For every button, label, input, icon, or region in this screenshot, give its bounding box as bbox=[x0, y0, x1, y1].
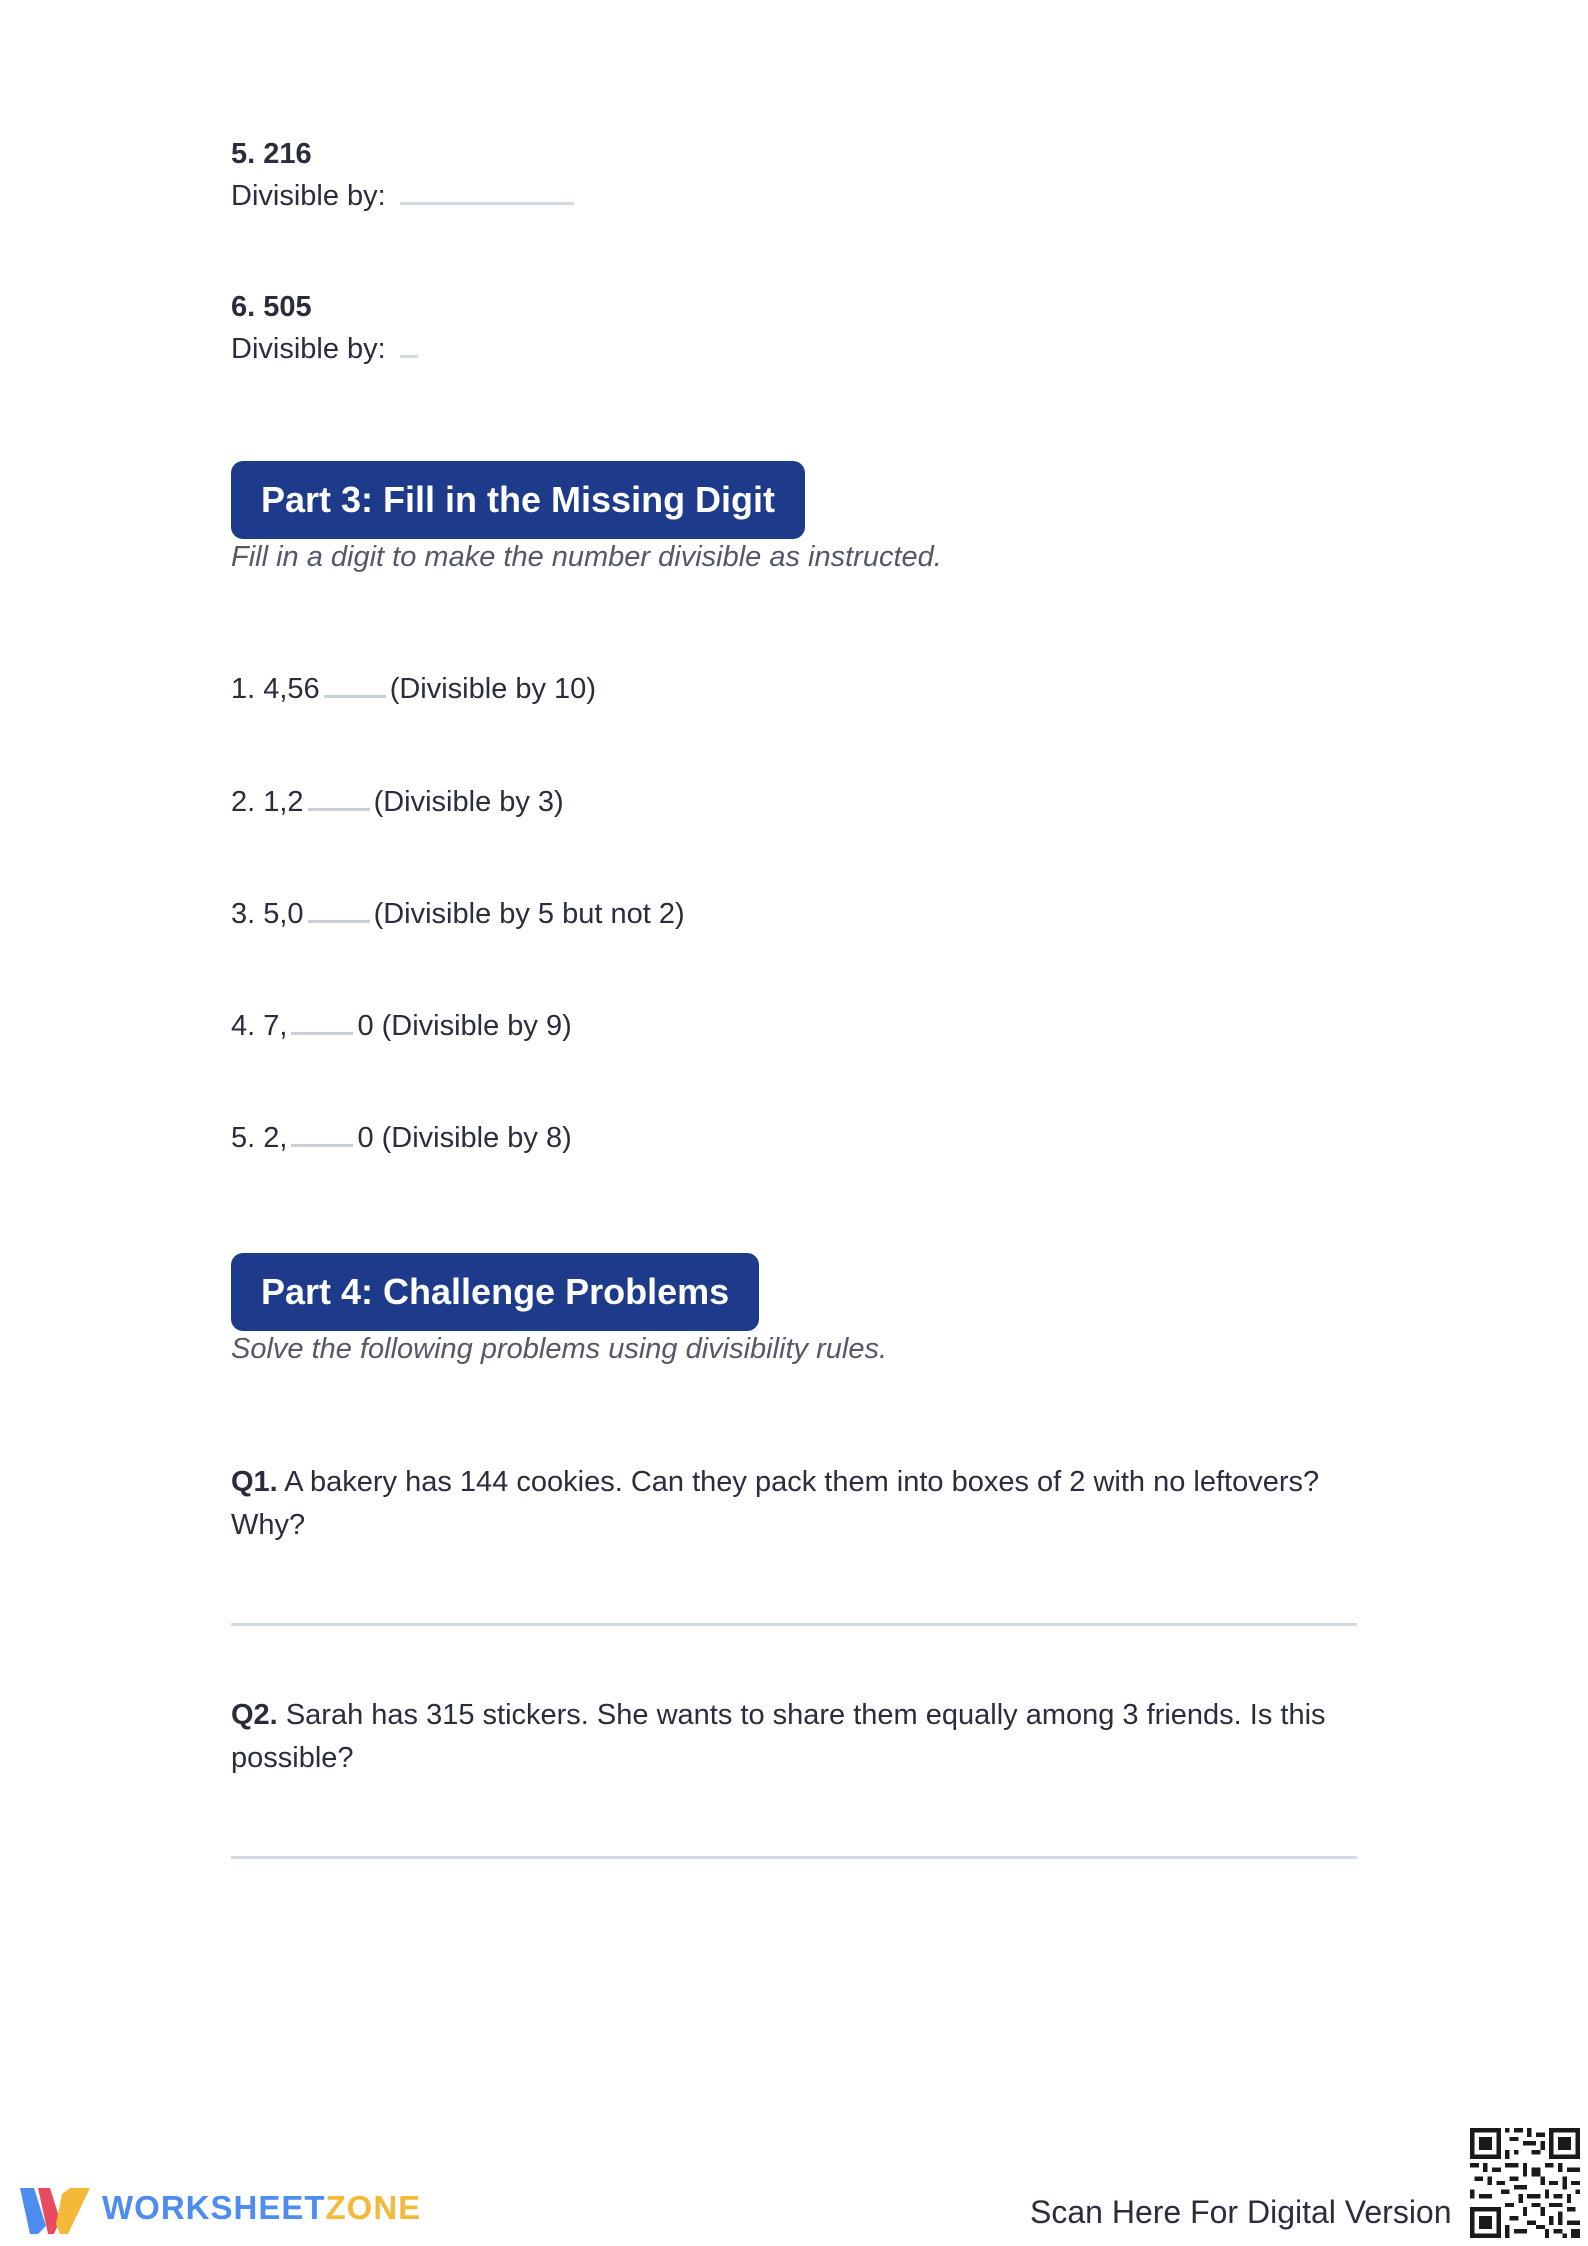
part3-item-2-before: 2. 1,2 bbox=[231, 786, 304, 818]
part3-title-badge: Part 3: Fill in the Missing Digit bbox=[231, 461, 805, 539]
part4-subtitle: Solve the following problems using divisibility rules. bbox=[231, 1333, 888, 1365]
item-6-number: 6. 505 bbox=[231, 291, 312, 323]
part3-item-1-after: (Divisible by 10) bbox=[389, 673, 596, 705]
worksheetzone-logo bbox=[18, 2180, 421, 2236]
part3-item-5 bbox=[231, 1122, 572, 1155]
worksheetzone-w-logo-icon bbox=[18, 2180, 92, 2236]
part3-item-2 bbox=[231, 786, 564, 819]
scan-here-text: Scan Here For Digital Version bbox=[1030, 2194, 1452, 2230]
part3-item-3 bbox=[231, 898, 685, 931]
brand-part1: WORKSHEET bbox=[102, 2189, 326, 2226]
item-5-label-row bbox=[231, 180, 574, 213]
part3-item-4-after: 0 (Divisible by 9) bbox=[357, 1010, 572, 1042]
question-1-label: Q1. bbox=[231, 1466, 278, 1498]
question-1-text: A bakery has 144 cookies. Can they pack them into boxes of 2 with no leftovers? Why? bbox=[231, 1466, 1320, 1541]
brand-part2: ZONE bbox=[325, 2189, 422, 2226]
part3-item-4-before: 4. 7, bbox=[231, 1010, 288, 1042]
item-5-number: 5. 216 bbox=[231, 138, 312, 170]
part3-item-1-blank[interactable] bbox=[324, 694, 386, 698]
part3-item-1-before: 1. 4,56 bbox=[231, 673, 320, 705]
part3-item-5-after: 0 (Divisible by 8) bbox=[357, 1122, 572, 1154]
part3-subtitle: Fill in a digit to make the number divisible as instructed. bbox=[231, 541, 942, 573]
part4-title-badge: Part 4: Challenge Problems bbox=[231, 1253, 759, 1331]
part3-item-2-after: (Divisible by 3) bbox=[373, 786, 564, 818]
part3-item-3-after: (Divisible by 5 but not 2) bbox=[373, 898, 685, 930]
part3-item-4 bbox=[231, 1010, 572, 1043]
part3-item-3-blank[interactable] bbox=[308, 919, 370, 923]
question-2-answer-line[interactable] bbox=[231, 1856, 1357, 1859]
question-2 bbox=[231, 1694, 1361, 1780]
part3-item-3-before: 3. 5,0 bbox=[231, 898, 304, 930]
part3-item-5-before: 5. 2, bbox=[231, 1122, 288, 1154]
question-1-answer-line[interactable] bbox=[231, 1623, 1357, 1626]
item-6-label: Divisible by: bbox=[231, 333, 386, 365]
part3-item-2-blank[interactable] bbox=[308, 807, 370, 811]
qr-code-icon[interactable] bbox=[1470, 2128, 1580, 2238]
question-1 bbox=[231, 1461, 1361, 1547]
question-2-text: Sarah has 315 stickers. She wants to share them equally among 3 friends. Is this possible? bbox=[231, 1699, 1326, 1774]
item-6-answer-blank[interactable] bbox=[400, 354, 418, 358]
part3-item-1 bbox=[231, 673, 596, 706]
part3-item-4-blank[interactable] bbox=[291, 1031, 353, 1035]
part3-item-5-blank[interactable] bbox=[291, 1143, 353, 1147]
item-6-label-row bbox=[231, 333, 418, 366]
item-5-label: Divisible by: bbox=[231, 180, 386, 212]
brand-wordmark bbox=[102, 2189, 421, 2227]
item-5-answer-blank[interactable] bbox=[400, 201, 574, 205]
question-2-label: Q2. bbox=[231, 1699, 278, 1731]
